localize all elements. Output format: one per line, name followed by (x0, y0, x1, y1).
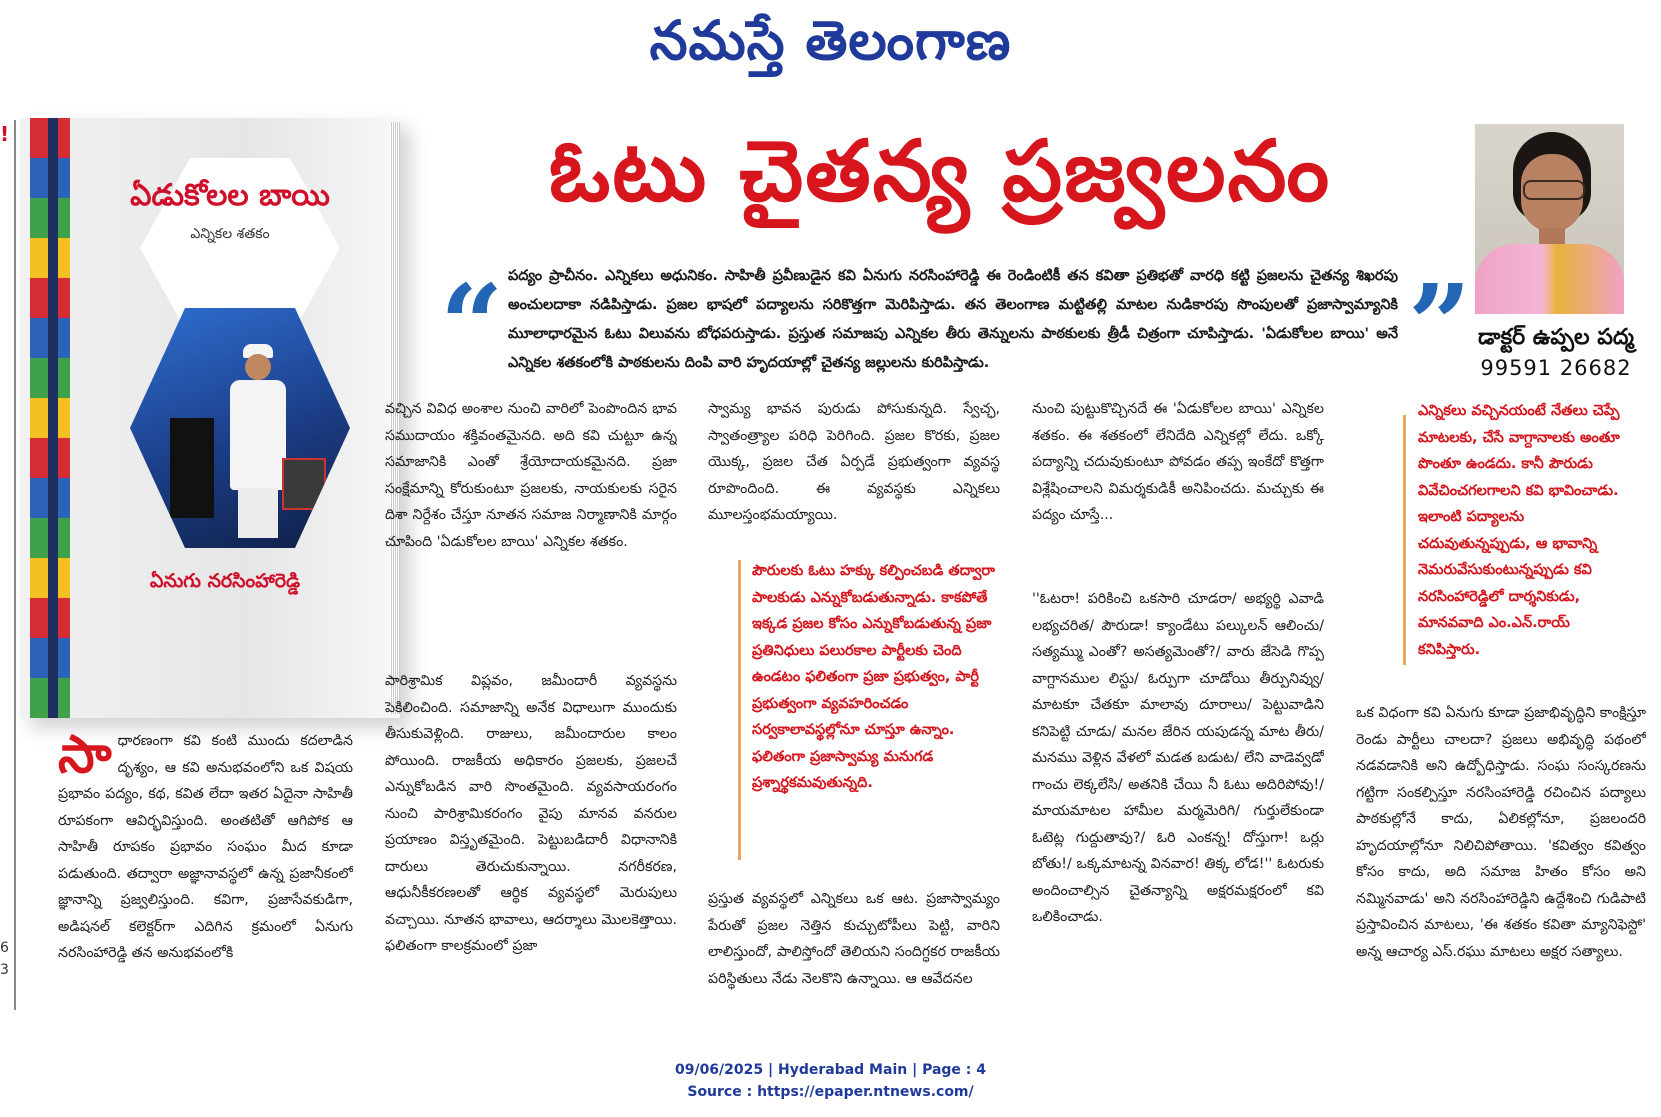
adjacent-article-edge (0, 120, 16, 1010)
pull-quote: పౌరులకు ఓటు హక్కు కల్పించబడి తద్వారా పాలకుడు ఎన్నుకోబడుతున్నాడు. కాకపోతే ఇక్కడ ప్రజల కోసం ఎన్నుకోబడుతున్న ప్రజా ప్రతినిధులు పలురకాల పార్టీలకు చెంది ఉండటం ఫలితంగా ప్రజా ప్రభుత్వం, పార్టీ ప్రభుత్వంగా వ్యవహరించడం సర్వకాలావస్థల్లోనూ చూస్తూ ఉన్నాం. ఫలితంగా ప్రజాస్వామ్య మనుగడ ప్రశ్నార్థకమవుతున్నది. (752, 563, 995, 791)
figure-head (245, 354, 271, 380)
ballot-box-icon (282, 458, 326, 510)
article-intro: పద్యం ప్రాచీనం. ఎన్నికలు అధునికం. సాహితీ ప్రవీణుడైన కవి ఏనుగు నరసింహారెడ్డి ఈ రెండింటికీ తన కవితా ప్రతిభతో వారధి కట్టి ప్రజలను చైతన్య శిఖరపు అంచులదాకా నడిపిస్తాడు. ప్రజల భాషలో పద్యాలను సరికొత్తగా మెరిపిస్తాడు. తన తెలంగాణ మట్టితల్లి మాటల నుడికారపు సొంపులతో ప్రజాస్వామ్యానికి మూలాధారమైన ఓటు విలువను బోధపరుస్తాడు. ప్రస్తుత సమాజపు ఎన్నికల తీరు తెన్నులను పాఠకులకు త్రీడీ చిత్రంగా చూపిస్తాడు. 'ఏడుకోలల బాయి' అనే ఎన్నికల శతకంలోకి పాఠకులను దింపి వారి హృదయాల్లో చైతన్య జల్లులను కురిపిస్తాడు. (508, 268, 1398, 371)
drop-cap: సా (58, 728, 112, 785)
article-column-1 (58, 728, 353, 1018)
column-text: స్వామ్య భావన పురుడు పోసుకున్నది. స్వేచ్ఛ, స్వాతంత్ర్యాల పరిధి పెరిగింది. ప్రజల కొరకు, ప్రజల యొక్క, ప్రజల చేత ఏర్పడే ప్రభుత్వంగా వ్యవస్థ రూపొందింది. ఈ వ్యవస్థకు ఎన్నికలు మూలస్తంభమయ్యాయి. (708, 401, 1000, 523)
footer-dateline: 09/06/2025 | Hyderabad Main | Page : 4 (674, 1062, 987, 1078)
article-column-3-top (708, 396, 1000, 536)
article-column-2-bottom (385, 668, 677, 1018)
column-text: నుంచి పుట్టుకొచ్చినదే ఈ 'ఏడుకోలల బాయి' ఎన్నికల శతకం. ఈ శతకంలో లేనిదేది ఎన్నికల్లో లేదు. ఒక్కో పద్యాన్ని చదువుకుంటూ పోవడం తప్ప ఇంకేదో కొత్తగా విశ్లేషించాలని విమర్శకుడికీ అనిపించదు. మచ్చుకు ఈ పద్యం చూస్తే... (1032, 401, 1324, 523)
author-phone: 99591 26682 (1480, 356, 1632, 380)
pull-quote-bar (738, 560, 741, 860)
column-text: పారిశ్రామిక విప్లవం, జమీందారీ వ్యవస్థను పెకిలించింది. సమాజాన్ని అనేక విధాలుగా ముందుకు తీసుకువెళ్లింది. రాజులు, జమీందారుల కాలం పోయింది. రాజకీయ అధికారం ప్రజలకు, ప్రజలచే ఎన్నుకోబడిన వారి సొంతమైంది. వ్యవసాయరంగం నుంచి పారిశ్రామికరంగం వైపు మానవ వనరుల ప్రయాణం విస్తృతమైంది. పెట్టుబడిదారీ విధానానికి దారులు తెరుచుకున్నాయి. నగరీకరణ, ఆధునీకీకరణలతో ఆర్థిక వ్యవస్థలో మెరుపులు వచ్చాయి. నూతన భావాలు, ఆదర్శాలు మొలకెత్తాయి. ఫలితంగా కాలక్రమంలో ప్రజా (385, 673, 677, 954)
column-text: ప్రస్తుత వ్యవస్థలో ఎన్నికలు ఒక ఆట. ప్రజాస్వామ్యం పేరుతో ప్రజల నెత్తిన కుచ్చుటోపీలు పెట్టి, వారిని లాలిస్తుందో, పాలిస్తోందో తెలియని సందిగ్ధకర రాజకీయ పరిస్థితులు నేడు నెలకొని ఉన్నాయి. ఆ ఆవేదనల (708, 891, 1000, 987)
masthead: నమస్తే తెలంగాణ (649, 8, 1012, 72)
column-text: ధారణంగా కవి కంటి ముందు కదలాడిన దృశ్యం, ఆ కవి అనుభవంలోని ఒక విషయ ప్రభావం పద్యం, కథ, కవిత లేదా ఇతర ఏదైనా సాహితీ రూపకంగా ఆవిర్భవిస్తుంది. అంతటితో ఆగిపోక ఆ సాహితీ రూపకం ప్రభావం సంఘం మీద కూడా పడుతుంది. తద్వారా అజ్ఞానావస్థలో ఉన్న ప్రజానీకంలో జ్ఞానాన్ని ప్రజ్వలిస్తుంది. కవిగా, ప్రజాసేవకుడిగా, అడిషనల్ కలెక్టర్‌గా ఎదిగిన క్రమంలో ఏనుగు నరసింహారెడ్డి తన అనుభవంలోకి (58, 733, 353, 961)
column-text: ఒక విధంగా కవి ఏనుగు కూడా ప్రజాభివృద్ధిని కాంక్షిస్తూ రెండు పార్టీలు చాలదా? ప్రజలు అభివృద్ధి పథంలో నడవడానికి అని ఉద్బోధిస్తాడు. సంఘ సంస్కరణను గట్టిగా సంకల్పిస్తూ నరసింహారెడ్డి రచించిన పద్యాలు పాఠకుల్లోనే కాదు, ఏలికల్లోనూ, ప్రజలందరి హృదయాల్లోనూ నిలిచిపోతాయి. 'కవిత్వం కవిత్వం కోసం కాదు, అది సమాజ హితం కోసం అని నమ్మినవాడు' అని నరసింహారెడ్డిని ఉద్దేశించి గుడిపాటి ప్రస్తావించిన మాటలు, 'ఈ శతకం కవితా మ్యానిఫెస్టో' అన్న ఆచార్య ఎస్.రఘు మాటలు అక్షర సత్యాలు. (1356, 705, 1646, 960)
figure-body (230, 380, 286, 490)
edge-mark: ! (0, 122, 10, 146)
pull-quote-bar (1403, 415, 1406, 665)
open-quote-icon: “ (440, 260, 504, 389)
podium-shape (170, 418, 214, 518)
article-column-2-top (385, 396, 677, 656)
article-headline: ఓటు చైతన్య ప్రజ్వలనం (548, 122, 1332, 220)
figure-legs (238, 488, 278, 538)
article-column-4-top (1032, 396, 1324, 556)
book-author: ఏనుగు నరసింహారెడ్డి (149, 570, 301, 592)
footer-source: Source : https://epaper.ntnews.com/ (687, 1084, 974, 1100)
book-cover-image (20, 118, 400, 718)
author-portrait (1475, 124, 1624, 314)
edge-number: 6 (0, 940, 9, 956)
article-column-5 (1356, 700, 1646, 1018)
column-text: వచ్చిన వివిధ అంశాల నుంచి వారిలో పెంపొందిన భావ సముదాయం శక్తివంతమైనది. అది కవి చుట్టూ ఉన్న సమాజానికి ఎంతో శ్రేయోదాయకమైనది. ప్రజా సంక్షేమాన్ని కోరుకుంటూ ప్రజలకు, నాయకులకు సరైన దిశా నిర్దేశం చేస్తూ నూతన సమాజ నిర్మాణానికి మార్గం చూపింది 'ఏడుకోలల బాయి' ఎన్నికల శతకం. (385, 401, 677, 550)
edge-number: 3 (0, 962, 9, 978)
poem-excerpt (1032, 586, 1324, 1018)
book-title: ఏడుకోలల బాయి (130, 178, 330, 213)
pull-quote: ఎన్నికలు వచ్చినయంటే నేతలు చెప్పే మాటలకు, చేసే వాగ్దానాలకు అంతూ పొంతూ ఉండదు. కానీ పౌరుడు వివేచించగలగాలని కవి భావించాడు. ఇలాంటి పద్యాలను చదువుతున్నప్పుడు, ఆ భావాన్ని నెమరువేసుకుంటున్నప్పుడు కవి నరసింహారెడ్డిలో దార్శనికుడు, మానవవాది ఎం.ఎన్.రాయ్ కనిపిస్తారు. (1418, 403, 1620, 658)
book-subtitle: ఎన్నికల శతకం (190, 226, 270, 242)
poem-text: ''ఓటరా! పరికించి ఒకసారి చూడరా/ అభ్యర్థి ఎవాడి లభ్యచరిత/ పౌరుడా! క్యాండేటు పల్కులన్ ఆలించు/ సత్యమ్ము ఎంతో? అసత్యమెంతో?/ వారు జేసెడి గొప్ప వాగ్దానముల లిస్టు/ ఓర్పుగా చూడోయి తీర్పునివ్వు/ మాటకూ చేతకూ మాలావు దూరాలు/ పెట్టువాడిని కనిపెట్టి చూడు/ మనల జేరిన యపుడన్న మాట తీరు/ మనము వెళ్లిన వేళలో మడత బడుట/ లేని వాడెవ్వడో గాంచు లెక్కలేసి/ అతనికి చేయి నీ ఓటు అదిరిపోవు!/ మాయమాటల హామీల మర్మమెరిగి/ గుర్తులేకుండా ఓటెట్ల గుద్దుతావు?/ ఓరి ఎంకన్న! దోస్తుగా! ఒర్లు బోతు!/ ఒక్కమాటన్న వినవార! తిక్క లోడ!'' ఓటరుకు అందించాల్సిన చైతన్యాన్ని అక్షరమక్షరంలో కవి ఒలికించాడు. (1032, 591, 1324, 925)
author-name: డాక్టర్ ఉప్పల పద్మ (1478, 325, 1634, 350)
close-quote-icon: ” (1408, 260, 1472, 389)
book-spine (30, 118, 70, 718)
book-cover-illustration (130, 308, 350, 548)
article-column-3-bottom (708, 886, 1000, 1018)
